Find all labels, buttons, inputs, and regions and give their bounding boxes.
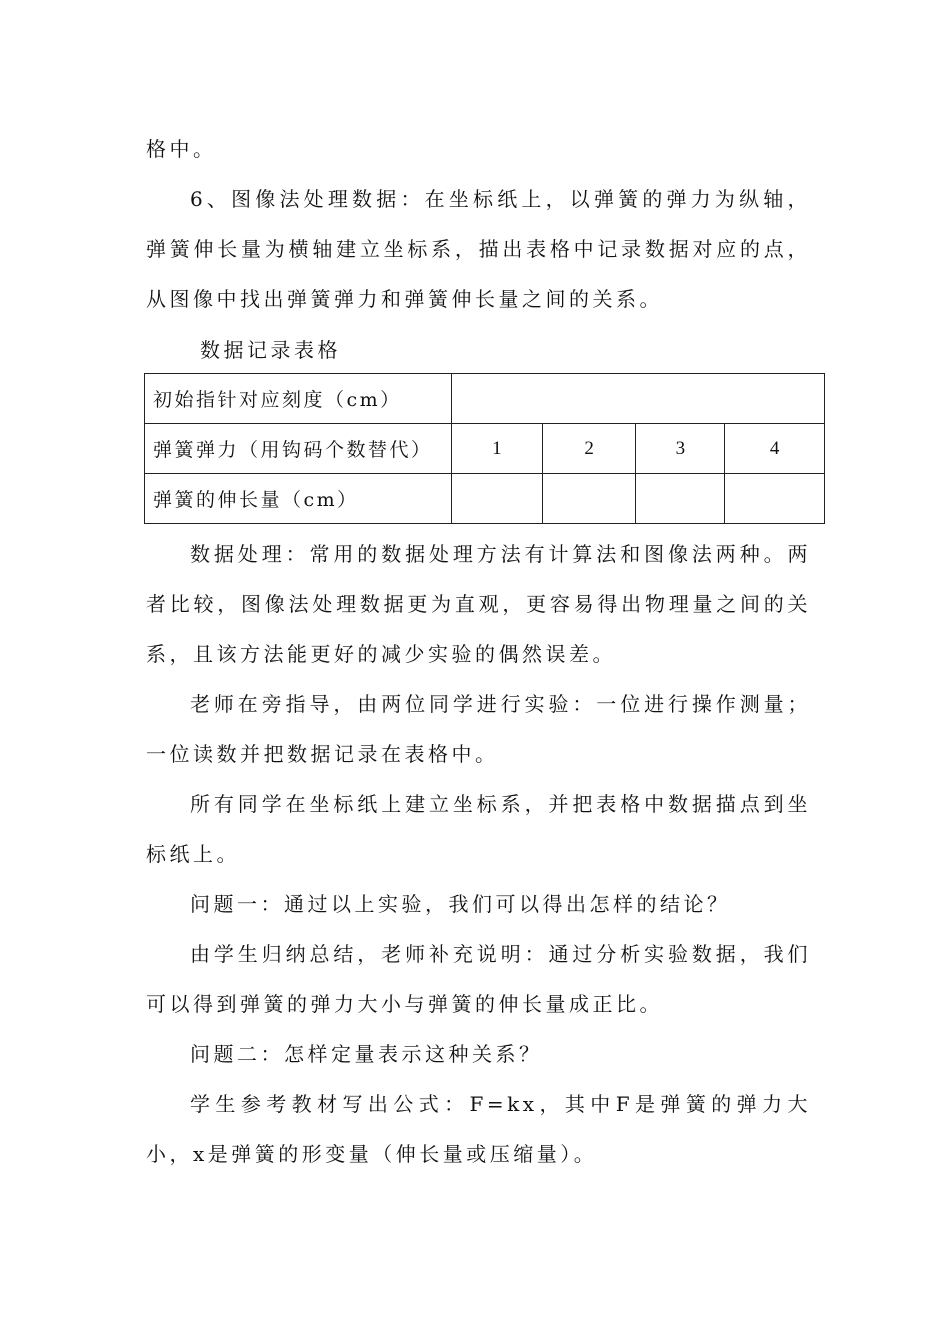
value-cell: 4 — [725, 424, 825, 474]
table-row — [145, 474, 825, 524]
table-row — [145, 374, 825, 424]
value-cell: 3 — [636, 424, 725, 474]
paragraph-continuation: 格中。 — [146, 137, 217, 161]
empty-cell — [451, 474, 542, 524]
paragraph-teacher-guidance: 老师在旁指导，由两位同学进行实验：一位进行操作测量；一位读数并把数据记录在表格中。 — [146, 692, 811, 766]
empty-cell — [636, 474, 725, 524]
empty-cell — [725, 474, 825, 524]
paragraph-formula: 学生参考教材写出公式：F=kx，其中F是弹簧的弹力大小，x是弹簧的形变量（伸长量或压缩量）。 — [146, 1092, 811, 1166]
paragraph-data-processing: 数据处理：常用的数据处理方法有计算法和图像法两种。两者比较，图像法处理数据更为直观，更容易得出物理量之间的关系，且该方法能更好的减少实验的偶然误差。 — [146, 542, 811, 666]
row-label-extension: 弹簧的伸长量（cm） — [145, 474, 452, 524]
paragraph-question-2: 问题二：怎样定量表示这种关系？ — [190, 1042, 543, 1066]
value-cell: 2 — [542, 424, 636, 474]
paragraph-question-1: 问题一：通过以上实验，我们可以得出怎样的结论？ — [190, 892, 731, 916]
value-cell: 1 — [451, 424, 542, 474]
table-row — [145, 424, 825, 474]
empty-cell — [542, 474, 636, 524]
paragraph-conclusion: 由学生归纳总结，老师补充说明：通过分析实验数据，我们可以得到弹簧的弹力大小与弹簧的伸长量成正比。 — [146, 942, 811, 1016]
row-label-initial-reading: 初始指针对应刻度（cm） — [145, 374, 452, 424]
paragraph-plotting: 所有同学在坐标纸上建立坐标系，并把表格中数据描点到坐标纸上。 — [146, 792, 811, 866]
data-record-table — [144, 373, 825, 524]
row-label-spring-force: 弹簧弹力（用钩码个数替代） — [145, 424, 452, 474]
table-caption: 数据记录表格 — [200, 338, 341, 362]
paragraph-step-6: 6、图像法处理数据：在坐标纸上，以弹簧的弹力为纵轴，弹簧伸长量为横轴建立坐标系，描出表格中记录数据对应的点，从图像中找出弹簧弹力和弹簧伸长量之间的关系。 — [146, 187, 811, 311]
empty-cell — [451, 374, 824, 424]
